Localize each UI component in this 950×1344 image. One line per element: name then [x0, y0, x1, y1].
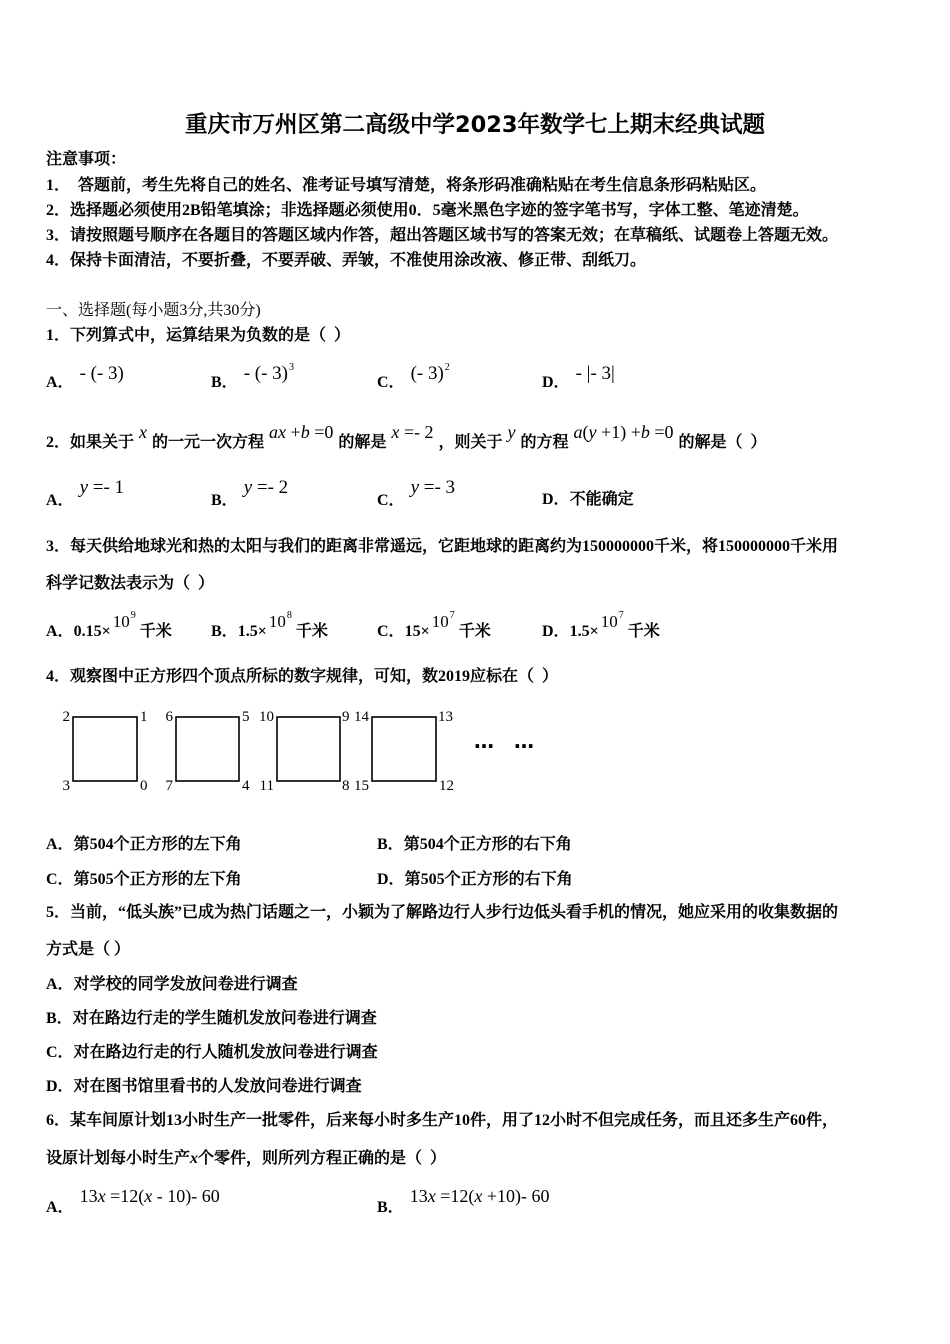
- q5-option-a-text: 对学校的同学发放问卷进行调查: [73, 976, 298, 993]
- q5-option-c-text: 对在路边行走的行人随机发放问卷进行调查: [73, 1044, 378, 1061]
- q1-option-b-expression: [244, 362, 294, 386]
- q3-option-c-coefficient: 15×: [404, 623, 430, 640]
- q5-option-d: [46, 1075, 362, 1099]
- q4-option-a-text: 第504个正方形的左下角: [73, 836, 242, 853]
- q5-option-a-label: A．: [46, 976, 74, 993]
- q1-option-d: [542, 363, 615, 394]
- q1-stem: 1．下列算式中，运算结果为负数的是（ ）: [46, 327, 351, 344]
- q6-stem-line-2-text-1: 设原计划每小时生产: [46, 1150, 191, 1167]
- q5-option-d-text: 对在图书馆里看书的人发放问卷进行调查: [73, 1078, 362, 1095]
- q3-option-b-label: B．: [211, 623, 238, 640]
- note-item-4: 4．保持卡面清洁，不要折叠，不要弄破、弄皱，不准使用涂改液、修正带、刮纸刀。: [46, 252, 647, 269]
- note-item-3: 3．请按照题号顺序在各题目的答题区域内作答，超出答题区域书写的答案无效；在草稿纸、试题卷上答题无效。: [46, 227, 839, 244]
- q2-option-d-label: D．: [542, 491, 570, 508]
- q3-option-a-exponent: 9: [130, 610, 136, 621]
- q1-option-b-label: B．: [211, 374, 238, 391]
- exam-title: 重庆市万州区第二高级中学2023年数学七上期末经典试题: [184, 112, 766, 138]
- q5-stem-line-1: 5．当前，“低头族”已成为热门话题之一，小颖为了解路边行人步行边低头看手机的情况，她应采用的收集数据的: [46, 904, 839, 921]
- q5-option-b-label: B．: [46, 1010, 73, 1027]
- q4-option-d-label: D．: [377, 871, 405, 888]
- square-1-bottom-left-label: 3: [62, 778, 70, 794]
- q4-option-b-text: 第504个正方形的右下角: [403, 836, 572, 853]
- q3-option-c: [377, 610, 491, 643]
- q1-option-d-expression: [576, 362, 615, 386]
- q3-option-c-power: [432, 610, 455, 634]
- math-variable: y: [507, 422, 516, 442]
- square-3-top-left-label: 10: [259, 709, 274, 725]
- q3-option-a-label: A．: [46, 623, 74, 640]
- math-variable: b: [640, 422, 650, 442]
- q6-variable-x: x: [190, 1150, 199, 1167]
- q2-stem-text-2: 的一元一次方程: [152, 434, 265, 451]
- q5-option-c: [46, 1041, 378, 1065]
- q2-option-a: [46, 477, 125, 512]
- math-variable: x: [391, 422, 400, 442]
- q1-option-c: [377, 362, 450, 394]
- math-variable: x: [278, 422, 287, 442]
- q1-option-a-label: A．: [46, 374, 74, 391]
- q3-option-a-base: 10: [112, 612, 130, 631]
- math-variable: a: [269, 422, 279, 442]
- q6-option-b-equation: 13x =12(x +10)- 60: [409, 1186, 550, 1206]
- q3-option-a-coefficient: 0.15×: [73, 623, 111, 640]
- notes-heading: 注意事项：: [46, 151, 127, 168]
- q5-option-b-text: 对在路边行走的学生随机发放问卷进行调查: [72, 1010, 377, 1027]
- q4-option-a: [46, 833, 242, 857]
- math-variable: y: [243, 477, 253, 498]
- q3-option-d-base: 10: [600, 612, 618, 631]
- square-1-bottom-right-label: 0: [140, 778, 148, 794]
- q5-option-a: [46, 973, 298, 997]
- q3-option-c-label: C．: [377, 623, 405, 640]
- math-variable: y: [410, 477, 419, 498]
- q1-option-b-expression-text: - (- 3): [243, 363, 288, 384]
- q3-option-b-power: [269, 610, 292, 634]
- square-3-bottom-right-label: 8: [342, 778, 350, 794]
- q6-option-b: [377, 1186, 550, 1218]
- q6-option-b-label: B．: [377, 1199, 404, 1216]
- q2-variable-y: [508, 420, 516, 444]
- square-2-top-left-label: 6: [165, 709, 173, 725]
- q1-option-c-expression-text: (- 3): [410, 363, 444, 384]
- math-variable: x: [474, 1186, 483, 1206]
- q2-option-c-label: C．: [377, 492, 405, 509]
- q2-option-b-expression: y =- 2: [243, 477, 289, 498]
- q1-option-c-label: C．: [377, 374, 405, 391]
- note-item-1: 1． 答题前，考生先将自己的姓名、准考证号填写清楚，将条形码准确粘贴在考生信息条形码粘贴区。: [46, 177, 767, 194]
- q2-option-d: [542, 488, 634, 512]
- square-2-bottom-right-label: 4: [242, 778, 250, 794]
- square-4: [372, 717, 436, 781]
- q3-option-b-exponent: 8: [286, 610, 292, 621]
- q2-stem-text-6: 的解是（ ）: [678, 434, 767, 451]
- square-2: [176, 717, 239, 781]
- q3-option-d-label: D．: [542, 623, 570, 640]
- q3-option-d-power: [601, 610, 624, 634]
- q1-option-a: [46, 363, 124, 394]
- q1-option-c-exponent: 2: [444, 362, 450, 373]
- q4-option-b: [377, 833, 572, 857]
- q4-option-a-label: A．: [46, 836, 74, 853]
- q6-stem-line-1: 6．某车间原计划13小时生产一批零件，后来每小时多生产10件，用了12小时不但完成任务，而且还多生产60件，: [46, 1112, 839, 1129]
- q2-stem-text-5: 的方程: [520, 434, 569, 451]
- q4-option-d-text: 第505个正方形的右下角: [404, 871, 573, 888]
- q5-option-d-label: D．: [46, 1078, 74, 1095]
- q5-option-c-label: C．: [46, 1044, 74, 1061]
- q4-square-pattern-figure: [0, 695, 600, 805]
- math-variable: x: [139, 422, 148, 442]
- square-3-bottom-left-label: 11: [259, 778, 274, 794]
- q1-option-a-expression-text: - (- 3): [79, 363, 124, 384]
- square-4-bottom-right-label: 12: [439, 778, 454, 794]
- q3-stem-line-1: 3．每天供给地球光和热的太阳与我们的距离非常遥远，它距地球的距离约为150000000千米，将150000000千米用: [46, 538, 839, 555]
- square-3-top-right-label: 9: [342, 709, 350, 725]
- q3-stem-line-2: 科学记数法表示为（ ）: [46, 575, 215, 592]
- q1-option-b-exponent: 3: [289, 362, 294, 373]
- q2-option-a-expression: y =- 1: [79, 477, 125, 498]
- q2-option-c: [377, 477, 456, 512]
- q1-option-d-expression-text: - |- 3|: [575, 363, 615, 384]
- square-1: [73, 717, 137, 781]
- math-variable: y: [588, 422, 597, 442]
- q2-solution-given: x =- 2: [391, 422, 434, 442]
- q5-option-b: [46, 1007, 377, 1031]
- q6-stem-line-2: [46, 1147, 446, 1171]
- q3-option-b: [211, 610, 328, 643]
- q4-option-c-label: C．: [46, 871, 74, 888]
- q3-option-a: [46, 610, 172, 643]
- q2-option-a-label: A．: [46, 492, 74, 509]
- q3-option-d-unit: 千米: [627, 623, 660, 640]
- q6-option-a-equation: 13x =12(x - 10)- 60: [79, 1186, 220, 1206]
- q2-stem-text-3: 的解是: [338, 434, 387, 451]
- q3-option-c-exponent: 7: [449, 610, 455, 621]
- q3-option-d-coefficient: 1.5×: [569, 623, 599, 640]
- q4-option-c-text: 第505个正方形的左下角: [73, 871, 242, 888]
- q4-option-c: [46, 868, 242, 892]
- q2-equation-given: ax +b =0: [269, 422, 334, 442]
- q2-stem-text-4: ，则关于: [438, 434, 503, 451]
- q1-option-c-expression: [411, 362, 450, 386]
- square-2-top-right-label: 5: [242, 709, 250, 725]
- q1-option-d-label: D．: [542, 374, 570, 391]
- q2-stem: [46, 422, 767, 453]
- q1-option-a-expression: [80, 362, 124, 386]
- q3-option-d: [542, 610, 660, 643]
- q1-option-b: [211, 362, 294, 394]
- math-variable: b: [300, 422, 310, 442]
- q3-option-b-unit: 千米: [295, 623, 328, 640]
- q6-option-a: [46, 1186, 220, 1218]
- q3-option-b-coefficient: 1.5×: [237, 623, 267, 640]
- math-variable: x: [97, 1186, 106, 1206]
- math-variable: y: [79, 477, 88, 498]
- section-heading: 一、选择题(每小题3分,共30分): [46, 302, 261, 319]
- square-2-bottom-left-label: 7: [165, 778, 173, 794]
- q4-stem: 4．观察图中正方形四个顶点所标的数字规律，可知，数2019应标在（ ）: [46, 668, 559, 685]
- note-item-2: 2．选择题必须使用2B铅笔填涂；非选择题必须使用0．5毫米黑色字迹的签字笔书写，字体工整、笔迹清楚。: [46, 202, 809, 219]
- q3-option-b-base: 10: [268, 612, 286, 631]
- q2-option-c-expression: y =- 3: [410, 477, 456, 498]
- q2-option-d-text: 不能确定: [569, 491, 634, 508]
- q2-option-b: [211, 477, 289, 512]
- square-1-top-right-label: 1: [140, 709, 148, 725]
- q3-option-c-unit: 千米: [458, 623, 491, 640]
- q3-option-a-unit: 千米: [139, 623, 172, 640]
- q3-option-a-power: [113, 610, 136, 634]
- q4-option-b-label: B．: [377, 836, 404, 853]
- square-4-top-left-label: 14: [354, 709, 369, 725]
- q4-option-d: [377, 868, 573, 892]
- math-variable: x: [144, 1186, 153, 1206]
- q6-option-a-label: A．: [46, 1199, 74, 1216]
- square-4-bottom-left-label: 15: [354, 778, 369, 794]
- q3-option-c-base: 10: [431, 612, 449, 631]
- pattern-continuation-dots: ……: [474, 729, 534, 753]
- q2-equation-new: a(y +1) +b =0: [573, 422, 674, 442]
- q5-stem-line-2: 方式是（ ）: [46, 941, 131, 958]
- q2-option-b-label: B．: [211, 492, 238, 509]
- square-4-top-right-label: 13: [438, 709, 453, 725]
- math-variable: x: [427, 1186, 436, 1206]
- math-variable: a: [573, 422, 583, 442]
- square-1-top-left-label: 2: [62, 709, 70, 725]
- q2-stem-text-1: 2．如果关于: [46, 434, 135, 451]
- q2-variable-x: [139, 420, 147, 444]
- square-3: [277, 717, 340, 781]
- q3-option-d-exponent: 7: [618, 610, 624, 621]
- q6-stem-line-2-text-2: 个零件，则所列方程正确的是（ ）: [198, 1150, 447, 1167]
